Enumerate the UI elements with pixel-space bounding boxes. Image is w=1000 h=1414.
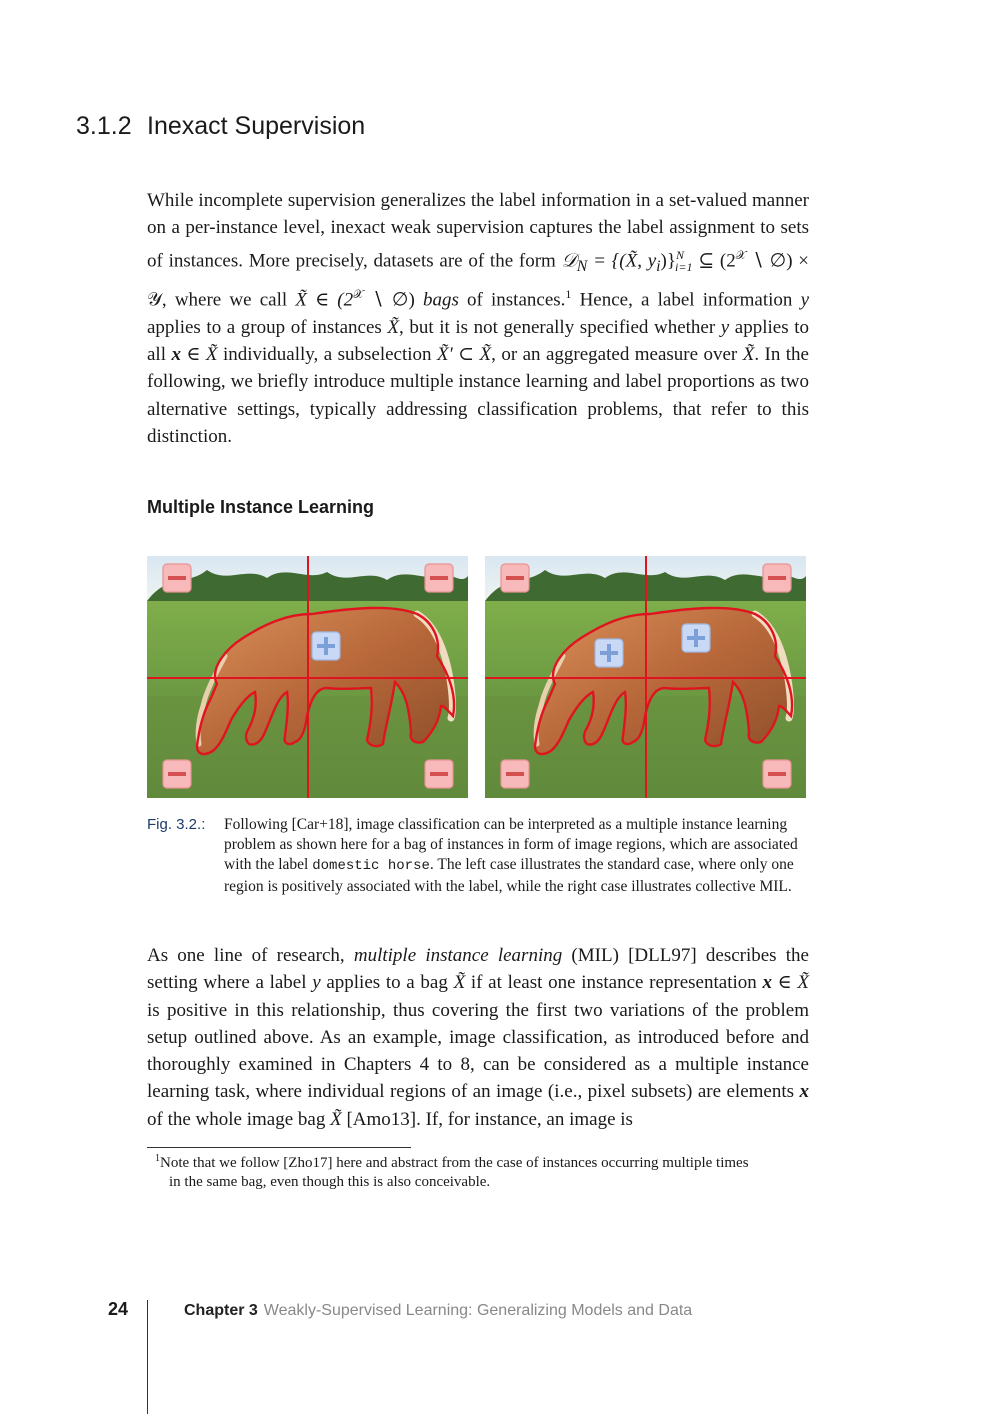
caption-text: . The left case illustrates the standard case, where only one region is positively associated with the label, while the right case illustrates collective MIL. [224, 856, 794, 895]
text: applies to a group of instances [147, 316, 388, 338]
text: . In the following, we briefly introduce multiple instance learning and label proportions as two alternative settings, typically addressing classification problems, that refer to this distinction. [147, 343, 809, 447]
math: ⊆ (2 [692, 249, 736, 271]
caption-code: domestic horse [312, 858, 430, 875]
math: ∖ ∅) × 𝒴 [147, 249, 810, 311]
section-number: 3.1.2 [76, 112, 132, 140]
subsection-heading: Multiple Instance Learning [147, 497, 375, 517]
math: ∈ X̃ [771, 972, 810, 994]
math: y [312, 972, 321, 994]
text: , or an aggregated measure over [491, 343, 743, 365]
math: y [800, 289, 810, 311]
negative-instance-icon [501, 564, 529, 592]
negative-instance-icon [763, 760, 791, 788]
text: , where we call [161, 289, 296, 311]
text: Hence, a label information [571, 289, 801, 311]
figure-panel-left [147, 556, 468, 798]
negative-instance-icon [501, 760, 529, 788]
footnote [155, 1150, 809, 1191]
text: of instances. [458, 289, 566, 311]
text: (MIL) [DLL97] describes the setting where a label [147, 945, 809, 994]
math: ∖ ∅) [363, 289, 415, 311]
negative-instance-icon [763, 564, 791, 592]
section-heading [76, 112, 365, 141]
footer-chapter-label: Chapter 3 [184, 1302, 258, 1319]
math-sup: 𝒳 [353, 287, 364, 302]
footer-divider [147, 1300, 148, 1414]
footer-chapter-title: Weakly-Supervised Learning: Generalizing Models and Data [263, 1302, 693, 1319]
footnote-rule [147, 1147, 411, 1148]
math-sub: N [576, 257, 588, 275]
math: ∈ X̃ [180, 343, 218, 365]
text: of the whole image bag [147, 1108, 331, 1130]
text: While incomplete supervision generalizes the label information in a set-valued manner on a per-instance level, inexact weak supervision captures the label assignment to sets of instances. More precisely, datasets are of the form [147, 190, 809, 271]
math: X̃ [330, 1108, 342, 1130]
figure-caption [147, 815, 809, 897]
negative-instance-icon [425, 760, 453, 788]
mil-paragraph [147, 942, 809, 1133]
footnote-mark[interactable]: 1 [565, 287, 572, 302]
footer-running-title [184, 1302, 692, 1320]
negative-instance-icon [425, 564, 453, 592]
text: is positive in this relationship, thus covering the first two variations of the problem setup outlined above. As an example, image classification, as introduced before and thoroughly examined in Chapters 4 to 8, can be considered as a multiple instance learning task, where individual regions of an image (i.e., pixel subsets) are elements [147, 999, 809, 1103]
math: x [171, 343, 181, 365]
text: if at least one instance representation [465, 972, 763, 994]
text: [Amo13]. If, for instance, an image is [341, 1108, 633, 1130]
math: X̃ [453, 972, 466, 994]
math: x [799, 1081, 809, 1103]
math-sub: i=1 [675, 259, 693, 274]
figure-horse-mil [147, 556, 806, 798]
emphasis: bags [422, 289, 459, 311]
text: applies to a bag [320, 972, 454, 994]
text: applies to all [147, 316, 809, 365]
text: As one line of research, [147, 945, 354, 966]
footnote-text: Note that we follow [Zho17] here and abstract from the case of instances occurring multiple times [160, 1155, 749, 1171]
negative-instance-icon [163, 760, 191, 788]
negative-instance-icon [163, 564, 191, 592]
emphasis: multiple instance learning [353, 945, 563, 966]
math-sub: i [656, 257, 661, 275]
horse-photo [485, 556, 806, 798]
math-sup: 𝒳 [735, 247, 747, 262]
math: X̃′ ⊂ X̃ [436, 343, 492, 365]
intro-paragraph [147, 187, 809, 450]
math: X̃ ∈ (2 [295, 289, 354, 311]
math: y [720, 316, 730, 338]
math-sup: N [676, 247, 685, 262]
math: X̃ [742, 343, 755, 365]
positive-instance-icon [312, 632, 340, 660]
footnote-text: in the same bag, even though this is also conceivable. [169, 1173, 491, 1190]
math: X̃ [387, 316, 400, 338]
caption-text: Following [Car+18], image classification can be interpreted as a multiple instance learning problem as shown here for a bag of instances in form of image regions, which are associated with the label [224, 816, 798, 874]
text: , but it is not generally specified whether [399, 316, 721, 338]
figure-label: Fig. 3.2.: [147, 816, 206, 833]
positive-instance-icon [682, 624, 710, 652]
math: )} [660, 249, 676, 271]
positive-instance-icon [595, 639, 623, 667]
figure-panel-right [485, 556, 806, 798]
text: individually, a subselection [217, 343, 437, 365]
page-number: 24 [108, 1299, 129, 1319]
math: = {(X̃, y [587, 249, 657, 271]
math: 𝒟 [561, 249, 577, 271]
section-title: Inexact Supervision [147, 112, 366, 140]
math: x [762, 972, 772, 994]
footnote-mark: 1 [155, 1153, 160, 1164]
horse-photo [147, 556, 468, 798]
